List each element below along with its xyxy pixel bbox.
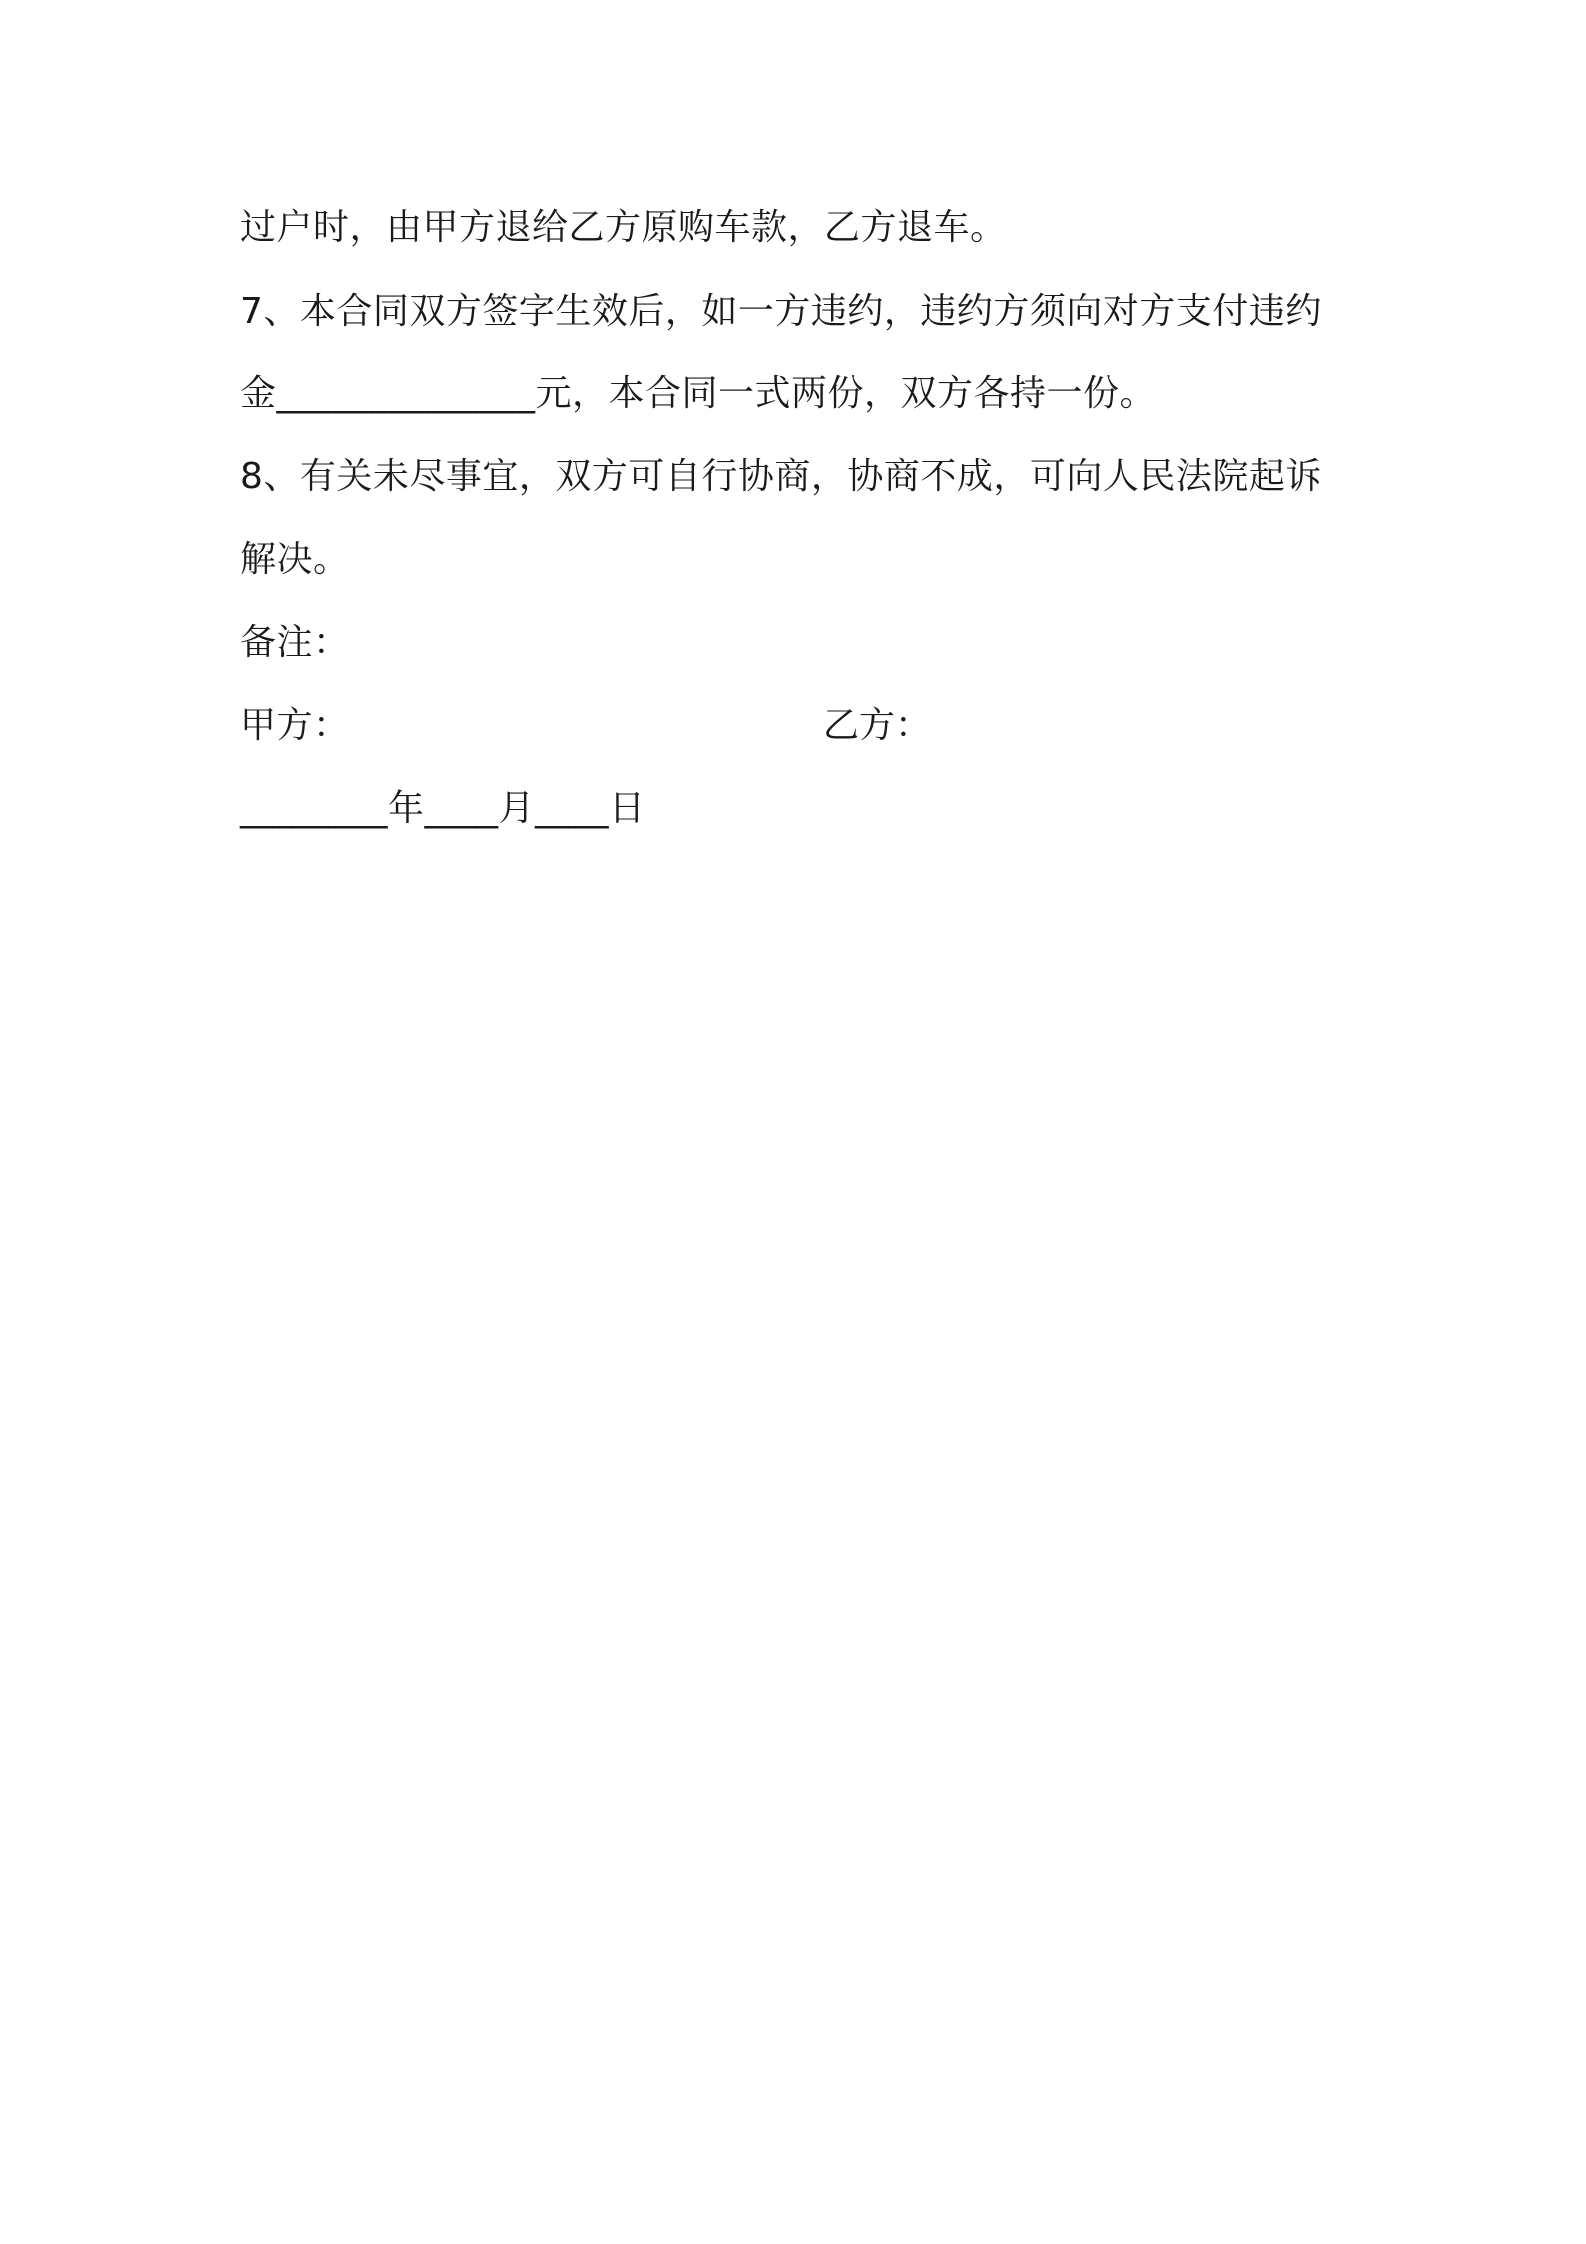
party-a-label: 甲方：: [240, 705, 350, 746]
clause-8-line-2: 解决。: [240, 539, 350, 580]
clause-7-line-2: 金______________元，本合同一式两份，双方各持一份。: [240, 373, 1157, 414]
party-b-label: 乙方：: [823, 705, 932, 746]
clause-8-line-1: 8、有关未尽事宜，双方可自行协商，协商不成，可向人民法院起诉: [240, 456, 1322, 497]
date-line: ________年____月____日: [240, 788, 646, 829]
remarks-label: 备注：: [240, 622, 350, 663]
paragraph-line-1: 过户时，由甲方退给乙方原购车款，乙方退车。: [240, 207, 1007, 248]
clause-7-line-1: 7、本合同双方签字生效后，如一方违约，违约方须向对方支付违约: [240, 291, 1322, 332]
